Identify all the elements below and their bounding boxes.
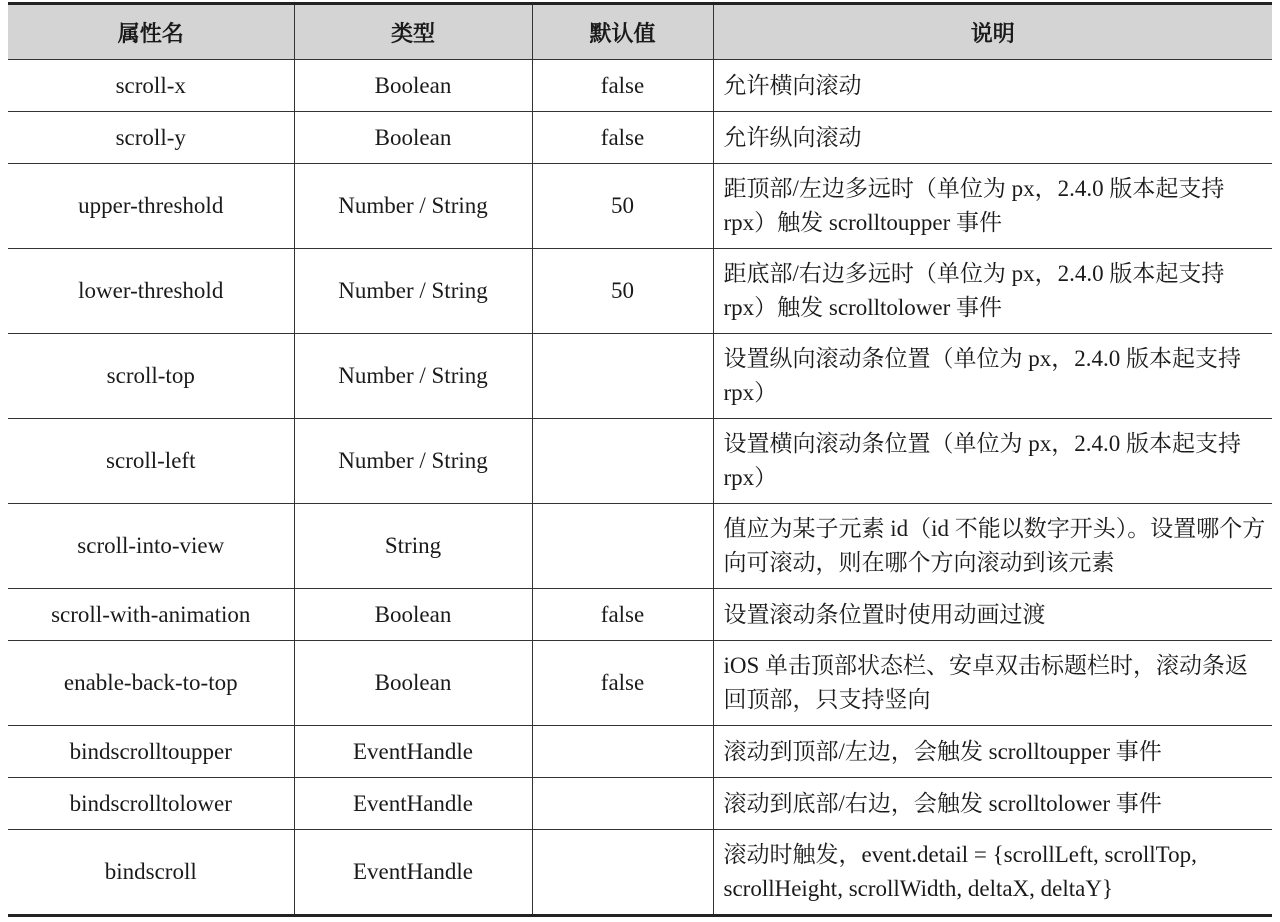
cell-description: 距底部/右边多远时（单位为 px，2.4.0 版本起支持 rpx）触发 scrolltolower 事件 <box>713 249 1272 334</box>
cell-default: 50 <box>532 249 713 334</box>
header-type: 类型 <box>294 4 532 60</box>
cell-property-name: bindscroll <box>8 830 294 916</box>
cell-default <box>532 778 713 830</box>
cell-property-name: scroll-with-animation <box>8 589 294 641</box>
cell-description: 滚动到底部/右边，会触发 scrolltolower 事件 <box>713 778 1272 830</box>
cell-type: Boolean <box>294 641 532 726</box>
cell-description: 设置滚动条位置时使用动画过渡 <box>713 589 1272 641</box>
table-row <box>8 504 1272 589</box>
cell-description: iOS 单击顶部状态栏、安卓双击标题栏时，滚动条返回顶部，只支持竖向 <box>713 641 1272 726</box>
table-header-row <box>8 4 1272 60</box>
table-row <box>8 334 1272 419</box>
cell-property-name: upper-threshold <box>8 164 294 249</box>
cell-default <box>532 726 713 778</box>
cell-description: 滚动到顶部/左边，会触发 scrolltoupper 事件 <box>713 726 1272 778</box>
cell-description: 值应为某子元素 id（id 不能以数字开头）。设置哪个方向可滚动，则在哪个方向滚动到该元素 <box>713 504 1272 589</box>
cell-property-name: scroll-left <box>8 419 294 504</box>
cell-default <box>532 334 713 419</box>
cell-type: EventHandle <box>294 778 532 830</box>
cell-type: Number / String <box>294 334 532 419</box>
header-description: 说明 <box>713 4 1272 60</box>
cell-property-name: scroll-into-view <box>8 504 294 589</box>
cell-property-name: scroll-y <box>8 112 294 164</box>
cell-type: Number / String <box>294 419 532 504</box>
cell-type: Number / String <box>294 249 532 334</box>
cell-type: Boolean <box>294 60 532 112</box>
cell-property-name: lower-threshold <box>8 249 294 334</box>
table-row <box>8 249 1272 334</box>
cell-default <box>532 504 713 589</box>
cell-default: 50 <box>532 164 713 249</box>
table-row <box>8 164 1272 249</box>
document-page <box>8 2 1272 917</box>
scroll-view-properties-table <box>8 2 1272 917</box>
table-row <box>8 589 1272 641</box>
table-row <box>8 830 1272 916</box>
cell-default <box>532 830 713 916</box>
cell-type: String <box>294 504 532 589</box>
cell-type: Boolean <box>294 112 532 164</box>
cell-description: 设置横向滚动条位置（单位为 px，2.4.0 版本起支持 rpx） <box>713 419 1272 504</box>
table-row <box>8 778 1272 830</box>
cell-description: 允许横向滚动 <box>713 60 1272 112</box>
cell-property-name: bindscrolltolower <box>8 778 294 830</box>
cell-description: 允许纵向滚动 <box>713 112 1272 164</box>
table-row <box>8 112 1272 164</box>
header-property-name: 属性名 <box>8 4 294 60</box>
cell-property-name: scroll-x <box>8 60 294 112</box>
cell-description: 设置纵向滚动条位置（单位为 px，2.4.0 版本起支持 rpx） <box>713 334 1272 419</box>
cell-description: 滚动时触发，event.detail = {scrollLeft, scrollTop, scrollHeight, scrollWidth, deltaX, deltaY} <box>713 830 1272 916</box>
cell-type: Boolean <box>294 589 532 641</box>
cell-default: false <box>532 641 713 726</box>
cell-property-name: bindscrolltoupper <box>8 726 294 778</box>
cell-description: 距顶部/左边多远时（单位为 px，2.4.0 版本起支持 rpx）触发 scrolltoupper 事件 <box>713 164 1272 249</box>
cell-property-name: scroll-top <box>8 334 294 419</box>
cell-default <box>532 419 713 504</box>
table-row <box>8 419 1272 504</box>
cell-property-name: enable-back-to-top <box>8 641 294 726</box>
cell-type: EventHandle <box>294 726 532 778</box>
table-row <box>8 60 1272 112</box>
cell-type: EventHandle <box>294 830 532 916</box>
cell-default: false <box>532 60 713 112</box>
cell-default: false <box>532 589 713 641</box>
cell-type: Number / String <box>294 164 532 249</box>
header-default-value: 默认值 <box>532 4 713 60</box>
table-row <box>8 641 1272 726</box>
cell-default: false <box>532 112 713 164</box>
table-row <box>8 726 1272 778</box>
